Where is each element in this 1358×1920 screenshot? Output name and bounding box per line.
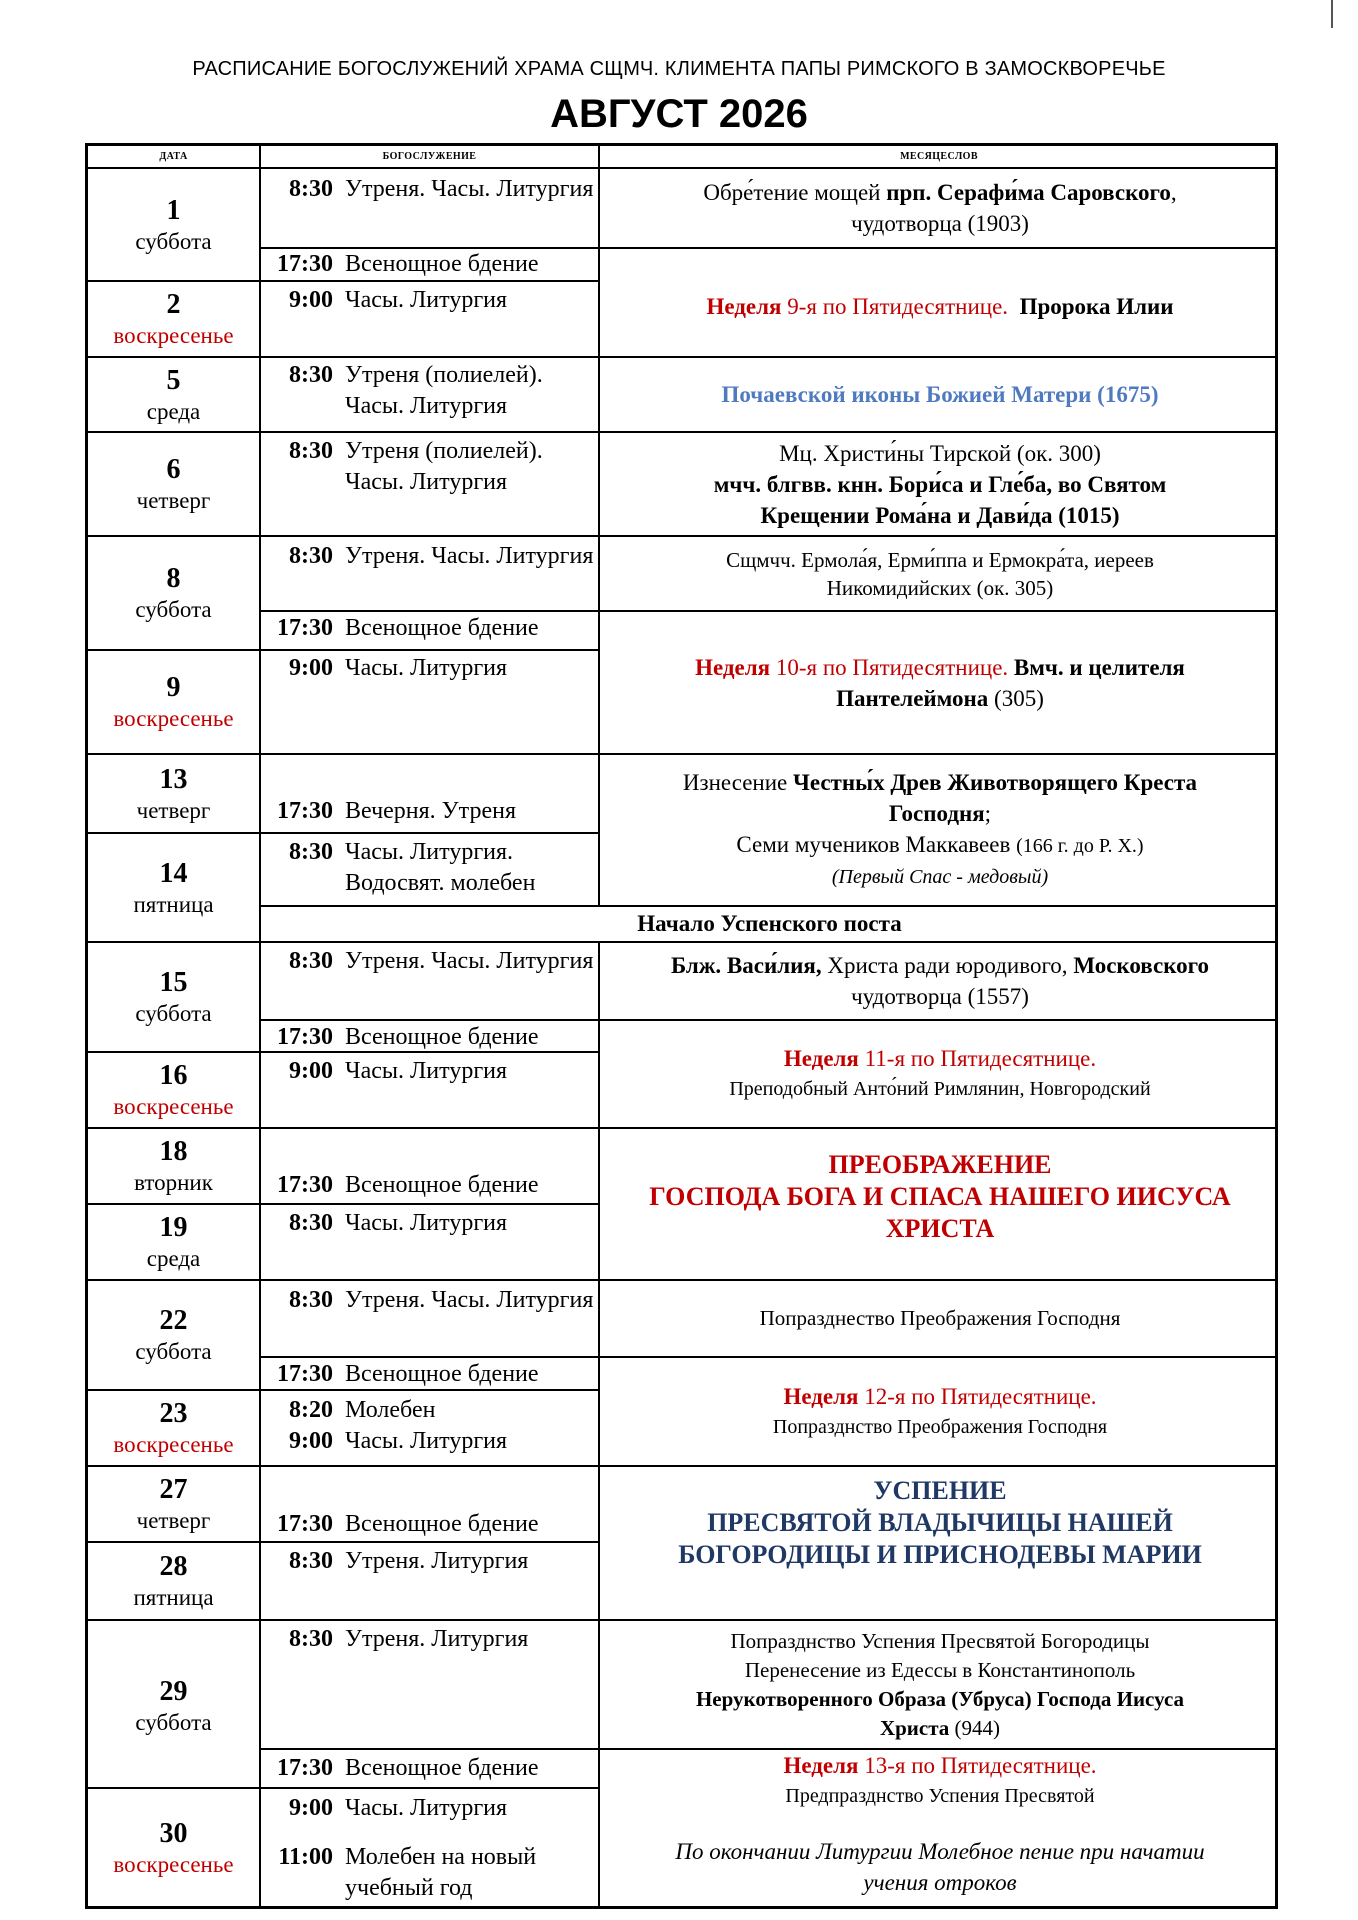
- service-entry: [261, 613, 598, 644]
- grid-line: [598, 146, 600, 905]
- service-cell: [261, 796, 598, 830]
- service-entry: [261, 1022, 598, 1053]
- service-name: Утреня. Часы. Литургия: [345, 1287, 594, 1313]
- date-number: 6: [166, 454, 181, 485]
- service-time: 17:30: [277, 1024, 333, 1050]
- weekday: воскресенье: [113, 706, 234, 731]
- date-number: 18: [159, 1136, 188, 1167]
- calendar-text: Никомидийских (ок. 305): [826, 575, 1054, 600]
- service-time: 8:30: [289, 1287, 333, 1313]
- calendar-text: 13-я по Пятидесятнице.: [864, 1753, 1097, 1778]
- weekday: воскресенье: [113, 1851, 234, 1877]
- date-number: 19: [159, 1212, 188, 1243]
- service-entry: [261, 837, 598, 899]
- service-time: 9:00: [289, 287, 333, 313]
- service-name: Утреня. Часы. Литургия: [345, 543, 594, 569]
- weekday: суббота: [135, 597, 212, 622]
- service-entry: [261, 1170, 598, 1201]
- date-cell: [88, 834, 259, 941]
- calendar-text: Неделя: [783, 1383, 865, 1409]
- service-cell: [261, 1546, 598, 1618]
- calendar-text: Честны́х Древ Животворящего Креста: [792, 770, 1198, 795]
- service-entry: [261, 249, 598, 280]
- date-number: 30: [159, 1817, 188, 1849]
- column-header-calendar: МЕСЯЦЕСЛОВ: [900, 151, 978, 162]
- column-header-service: БОГОСЛУЖЕНИЕ: [382, 151, 477, 162]
- service-name: Всенощное бдение: [345, 1511, 539, 1537]
- service-name: Утреня. Литургия: [345, 1548, 529, 1574]
- calendar-text: ХРИСТА: [885, 1214, 995, 1243]
- service-time: 11:00: [278, 1844, 333, 1870]
- weekday: четверг: [136, 1508, 211, 1533]
- calendar-text: Изнесение: [682, 770, 793, 795]
- service-time: 9:00: [289, 1795, 333, 1821]
- service-time: 17:30: [277, 1361, 333, 1387]
- service-name: Всенощное бдение: [345, 1755, 539, 1781]
- date-number: 14: [159, 857, 188, 889]
- service-name: Всенощное бдение: [345, 1172, 539, 1198]
- service-entry: [261, 1056, 598, 1087]
- calendar-text: 9-я по Пятидесятнице.: [787, 294, 1009, 319]
- calendar-text: Попразднство Преображения Господня: [772, 1415, 1108, 1438]
- service-name: Утреня (полиелей). Часы. Литургия: [345, 438, 543, 495]
- service-entry: [261, 1753, 598, 1784]
- service-time: 9:00: [289, 655, 333, 681]
- service-entry: [261, 541, 598, 572]
- service-name: Часы. Литургия. Водосвят. молебен: [345, 839, 536, 896]
- calendar-text: чудотворца (1903): [851, 211, 1029, 236]
- date-number: 15: [159, 967, 188, 998]
- service-cell: [261, 1208, 598, 1278]
- weekday: четверг: [136, 797, 211, 823]
- grid-line: [259, 1787, 600, 1789]
- service-cell: [261, 285, 598, 355]
- service-entry: [261, 1395, 598, 1426]
- calendar-cell: [602, 755, 1278, 905]
- date-cell: [88, 358, 259, 431]
- service-cell: [261, 1793, 598, 1833]
- weekday: суббота: [135, 1339, 212, 1364]
- calendar-cell: [602, 1467, 1278, 1619]
- calendar-text: Пантелеймона: [836, 685, 989, 711]
- date-number: 8: [166, 563, 181, 594]
- date-number: 2: [166, 289, 181, 320]
- service-cell: [261, 541, 598, 609]
- service-entry: [261, 796, 598, 827]
- date-cell: [88, 433, 259, 535]
- service-entry: [261, 946, 598, 977]
- date-number: 13: [159, 763, 188, 795]
- calendar-text: Господня: [888, 801, 985, 826]
- calendar-text: Блж. Васи́лия,: [670, 953, 822, 978]
- calendar-text: Московского: [1073, 953, 1210, 978]
- service-cell: [261, 436, 598, 534]
- calendar-cell: [602, 943, 1278, 1019]
- date-cell: [88, 943, 259, 1051]
- calendar-text: УСПЕНИЕ: [873, 1476, 1007, 1505]
- service-name: Всенощное бдение: [345, 615, 539, 641]
- calendar-text: Неделя: [695, 654, 776, 680]
- service-cell: [261, 946, 598, 1018]
- service-name: Утреня. Часы. Литургия: [345, 948, 594, 974]
- calendar-text: Неделя: [706, 294, 788, 319]
- date-number: 1: [166, 194, 181, 226]
- weekday: воскресенье: [113, 1432, 234, 1457]
- weekday: суббота: [135, 228, 212, 254]
- calendar-text: Неделя: [783, 1753, 865, 1778]
- service-name: Часы. Литургия: [345, 655, 508, 681]
- service-name: Часы. Литургия: [345, 1428, 508, 1454]
- calendar-cell: [602, 1621, 1278, 1748]
- calendar-text: Перенесение из Едессы в Константинополь: [744, 1657, 1136, 1682]
- service-time: 17:30: [277, 798, 333, 824]
- service-name: Молебен на новый учебный год: [345, 1844, 537, 1901]
- service-cell: [261, 837, 598, 904]
- service-time: 8:30: [289, 1626, 333, 1652]
- service-time: 8:30: [289, 1548, 333, 1574]
- service-time: 17:30: [277, 615, 333, 641]
- service-entry: [261, 1842, 598, 1904]
- service-time: 9:00: [289, 1058, 333, 1084]
- calendar-text: (166 г. до Р. Х.): [1016, 835, 1144, 857]
- service-entry: [261, 1426, 598, 1457]
- service-time: 8:30: [289, 438, 333, 464]
- service-cell: [261, 1170, 598, 1202]
- calendar-text: (Первый Спас - медовый): [831, 866, 1049, 888]
- date-cell: [88, 755, 259, 832]
- schedule-subtitle: РАСПИСАНИЕ БОГОСЛУЖЕНИЙ ХРАМА СЩМЧ. КЛИМЕНТА ПАПЫ РИМСКОГО В ЗАМОСКВОРЕЧЬЕ: [192, 58, 1166, 80]
- date-cell: [88, 1467, 259, 1541]
- service-entry: [261, 1208, 598, 1239]
- calendar-text: 10-я по Пятидесятнице.: [775, 654, 1009, 680]
- date-cell: [88, 1129, 259, 1203]
- service-time: 17:30: [277, 1511, 333, 1537]
- calendar-text: прп. Серафи́ма Саровского: [886, 180, 1171, 205]
- service-time: 8:20: [289, 1397, 333, 1423]
- service-entry: [261, 1546, 598, 1577]
- month-title: АВГУСТ 2026: [550, 92, 808, 136]
- calendar-text: Преподобный Анто́ний Римлянин, Новгородский: [729, 1078, 1151, 1100]
- calendar-cell: [602, 1021, 1278, 1127]
- service-name: Всенощное бдение: [345, 1024, 539, 1050]
- date-cell: [88, 1281, 259, 1389]
- service-name: Утреня. Часы. Литургия: [345, 176, 594, 202]
- calendar-cell: [602, 1281, 1278, 1356]
- calendar-text: ,: [1170, 180, 1177, 205]
- service-cell: [261, 360, 598, 430]
- schedule-table: [85, 143, 1278, 1909]
- service-entry: [261, 174, 598, 205]
- service-entry: [261, 1624, 598, 1655]
- calendar-text: Крещении Рома́на и Дави́да (1015): [760, 502, 1120, 528]
- service-name: Всенощное бдение: [345, 251, 539, 277]
- calendar-cell: [602, 169, 1278, 247]
- date-cell: [88, 651, 259, 753]
- calendar-text: 12-я по Пятидесятнице.: [864, 1383, 1097, 1409]
- service-name: Часы. Литургия: [345, 1795, 508, 1821]
- calendar-text: ПРЕОБРАЖЕНИЕ: [828, 1150, 1052, 1179]
- date-number: 29: [159, 1675, 188, 1707]
- calendar-text: Предпразднство Успения Пресвятой: [785, 1785, 1095, 1807]
- calendar-cell: [602, 358, 1278, 431]
- weekday: суббота: [135, 1001, 212, 1026]
- calendar-text: ;: [984, 801, 992, 826]
- service-cell: [261, 1395, 598, 1463]
- calendar-text: Неделя: [783, 1046, 865, 1071]
- date-cell: [88, 537, 259, 649]
- calendar-cell: [602, 612, 1278, 753]
- weekday: суббота: [135, 1709, 212, 1735]
- service-name: Часы. Литургия: [345, 1058, 508, 1084]
- date-cell: [88, 1053, 259, 1127]
- service-name: Часы. Литургия: [345, 287, 508, 313]
- date-cell: [88, 169, 259, 280]
- service-cell: [261, 1285, 598, 1355]
- service-entry: [261, 1793, 598, 1824]
- service-entry: [261, 1509, 598, 1540]
- weekday: пятница: [133, 1585, 214, 1610]
- calendar-cell: [602, 1358, 1278, 1465]
- date-number: 9: [166, 672, 181, 703]
- calendar-text: Сщмчч. Ермола́я, Ерми́ппа и Ермокра́та, иереев: [726, 547, 1154, 572]
- date-number: 5: [166, 364, 181, 396]
- service-entry: [261, 1359, 598, 1390]
- calendar-cell: [602, 537, 1278, 610]
- service-name: Всенощное бдение: [345, 1361, 539, 1387]
- calendar-text: Нерукотворенного Образа (Убруса) Господа Иисуса: [695, 1686, 1185, 1711]
- service-cell: [261, 1753, 598, 1786]
- date-cell: [88, 282, 259, 356]
- calendar-text: ПРЕСВЯТОЙ ВЛАДЫЧИЦЫ НАШЕЙ: [707, 1508, 1173, 1537]
- service-cell: [261, 1624, 598, 1746]
- date-cell: [88, 1391, 259, 1465]
- service-time: 8:30: [289, 176, 333, 202]
- calendar-text: Обре́тение мощей: [703, 180, 887, 205]
- weekday: вторник: [134, 1170, 213, 1195]
- service-name: Утреня. Литургия: [345, 1626, 529, 1652]
- calendar-text: Христа ради юродивого,: [821, 953, 1074, 978]
- date-number: 23: [159, 1398, 188, 1429]
- weekday: среда: [146, 398, 201, 424]
- calendar-text: Семи мучеников Маккавеев: [736, 832, 1017, 857]
- service-time: 8:30: [289, 362, 333, 388]
- grid-line: [598, 941, 600, 1906]
- date-number: 27: [159, 1474, 188, 1505]
- fast-start-note: Начало Успенского поста: [637, 911, 902, 936]
- date-cell-29: [88, 1621, 259, 1790]
- calendar-text: (305): [988, 685, 1044, 711]
- date-number: 28: [159, 1551, 188, 1582]
- calendar-text: 11-я по Пятидесятнице.: [864, 1046, 1097, 1071]
- service-entry: [261, 285, 598, 316]
- calendar-text: Попразднство Успения Пресвятой Богородицы: [730, 1628, 1150, 1653]
- page-edge-mark: [1331, 0, 1333, 28]
- service-cell: [261, 1359, 598, 1389]
- calendar-cell: [602, 433, 1278, 535]
- calendar-text: Пророка Илии: [1019, 294, 1174, 319]
- date-cell: [88, 1543, 259, 1619]
- weekday: воскресенье: [113, 1094, 234, 1119]
- service-cell: [261, 613, 598, 648]
- column-header-date: ДАТА: [159, 151, 188, 162]
- date-cell: [88, 1205, 259, 1279]
- weekday: среда: [146, 1246, 201, 1271]
- service-cell: [261, 653, 598, 751]
- date-number: 22: [159, 1305, 188, 1336]
- service-entry: [261, 360, 598, 422]
- weekday: пятница: [133, 891, 214, 917]
- calendar-text: (944): [949, 1715, 1001, 1740]
- weekday: воскресенье: [113, 323, 234, 348]
- service-entry: [261, 653, 598, 684]
- service-time: 8:30: [289, 1210, 333, 1236]
- service-time: 8:30: [289, 839, 333, 865]
- calendar-text: Мц. Христи́ны Тирской (ок. 300): [779, 440, 1101, 466]
- service-entry: [261, 1285, 598, 1316]
- weekday: четверг: [136, 488, 211, 513]
- service-time: 9:00: [289, 1428, 333, 1454]
- service-cell: [261, 1842, 598, 1904]
- calendar-text: ГОСПОДА БОГА И СПАСА НАШЕГО ИИСУСА: [649, 1182, 1231, 1211]
- calendar-text: Вмч. и целителя: [1013, 654, 1185, 680]
- calendar-text: мчч. блгвв. кнн. Бори́са и Гле́ба, во Святом: [713, 471, 1167, 497]
- service-time: 17:30: [277, 251, 333, 277]
- service-cell: [261, 249, 598, 280]
- date-cell: [88, 1789, 259, 1906]
- service-name: Утреня (полиелей). Часы. Литургия: [345, 362, 543, 419]
- calendar-text: Христа: [879, 1715, 950, 1740]
- service-time: 8:30: [289, 948, 333, 974]
- service-cell: [261, 1022, 598, 1051]
- service-cell: [261, 1509, 598, 1540]
- calendar-text: По окончании Литургии Молебное пение при начатии учения отроков: [675, 1839, 1205, 1895]
- service-entry: [261, 436, 598, 498]
- service-time: 17:30: [277, 1172, 333, 1198]
- calendar-text: чудотворца (1557): [851, 984, 1029, 1009]
- date-number: 16: [159, 1060, 188, 1091]
- service-cell: [261, 1056, 598, 1126]
- service-time: 8:30: [289, 543, 333, 569]
- service-name: Вечерня. Утреня: [345, 798, 516, 824]
- calendar-cell: [602, 1129, 1278, 1279]
- calendar-cell: [602, 1750, 1278, 1906]
- service-time: 17:30: [277, 1755, 333, 1781]
- service-name: Молебен: [345, 1397, 436, 1423]
- calendar-text: Попразднество Преображения Господня: [759, 1306, 1121, 1330]
- service-cell: [261, 174, 598, 248]
- calendar-text: Почаевской иконы Божией Матери (1675): [721, 382, 1159, 407]
- service-name: Часы. Литургия: [345, 1210, 508, 1236]
- calendar-text: БОГОРОДИЦЫ И ПРИСНОДЕВЫ МАРИИ: [678, 1540, 1202, 1569]
